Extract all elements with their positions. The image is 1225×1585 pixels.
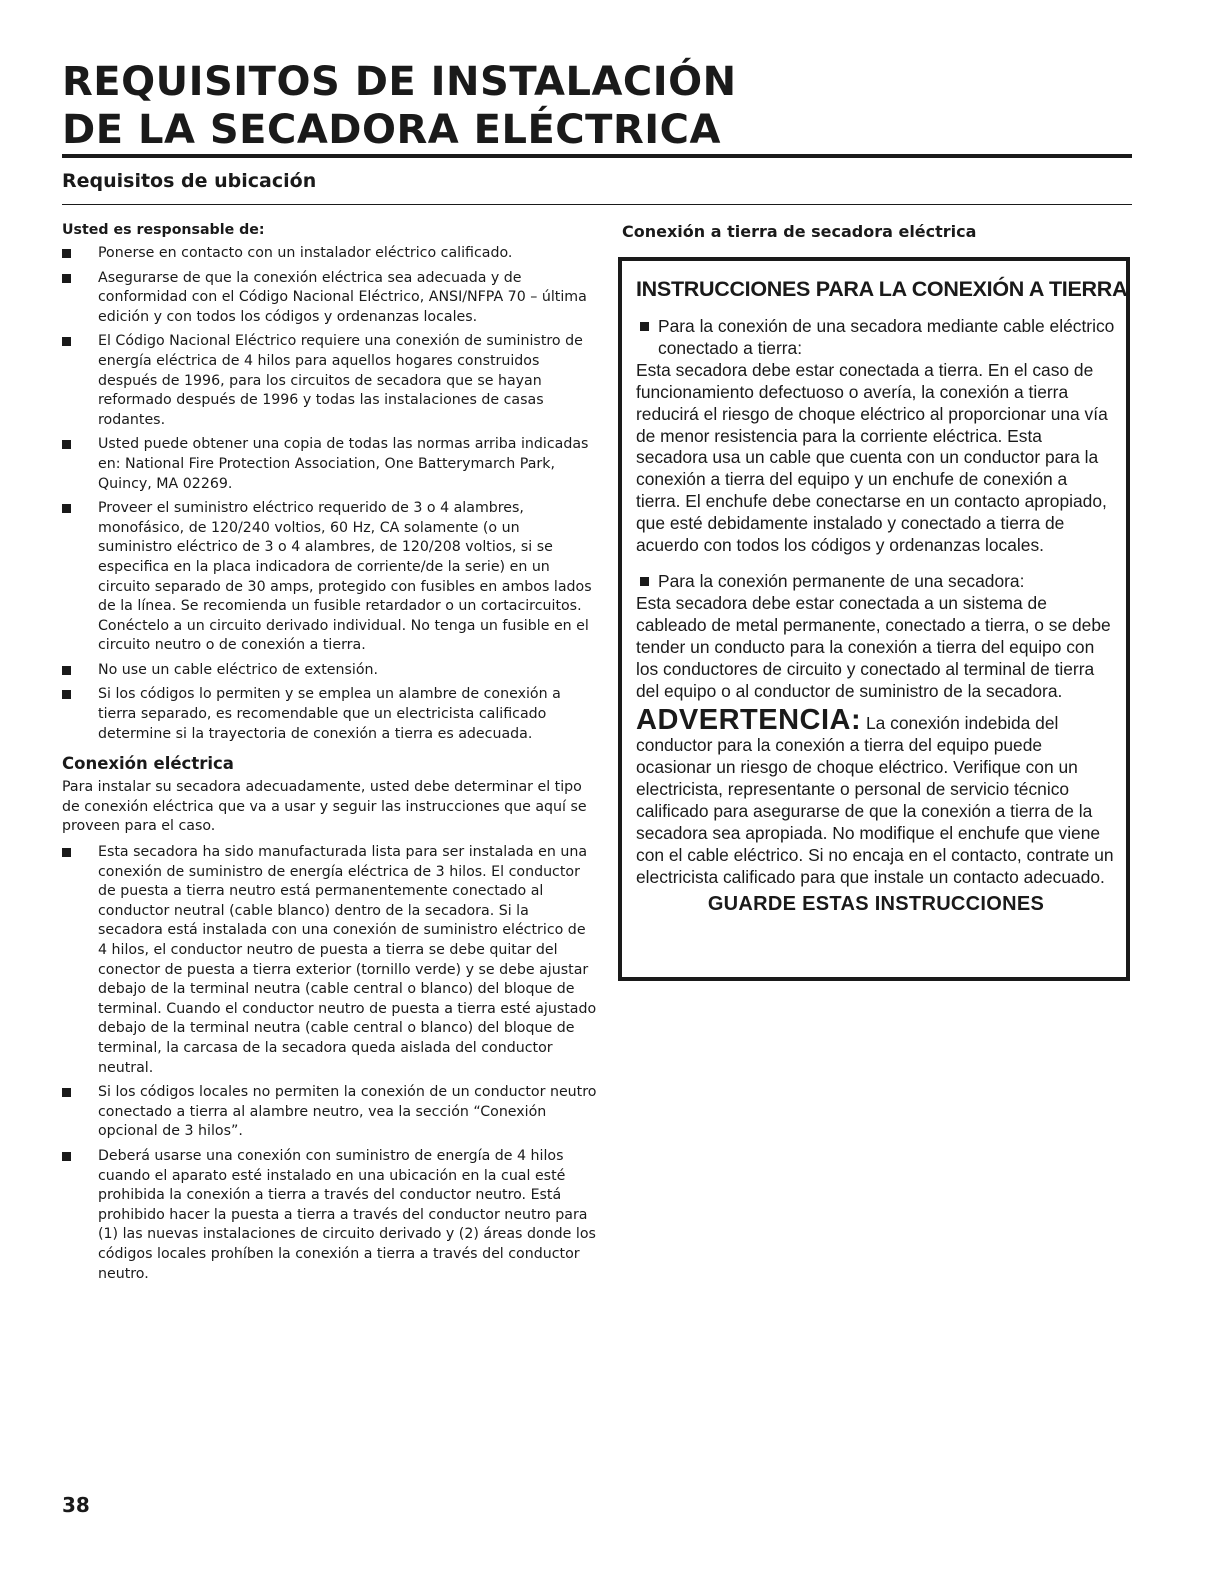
list-item-text: Deberá usarse una conexión con suministro de energía de 4 hilos cuando el aparato esté instalado en una ubicación en la cual esté prohibida la conexión a tierra a través del conductor neutro. Está prohibido hacer la puesta a tierra a través del conductor neutro para (1) las nuevas instalaciones de circuito derivado y (2) áreas donde los códigos locales prohíben la conexión a tierra a través del conductor neutro. [98,1147,596,1282]
page-number: 38 [62,1493,90,1517]
electrical-connection-heading: Conexión eléctrica [62,754,234,774]
bullet-square-icon [62,337,71,346]
bullet-square-icon [62,848,71,857]
warning-paragraph [636,704,1116,888]
list-item-text: Si los códigos lo permiten y se emplea un alambre de conexión a tierra separado, es recomendable que un electricista calificado determine si la trayectoria de conexión a tierra es adecuada. [98,686,561,742]
list-item-text: Asegurarse de que la conexión eléctrica sea adecuada y de conformidad con el Código Nacional Eléctrico, ANSI/NFPA 70 – última edición y con todos los códigos y ordenanzas locales. [98,269,587,325]
list-item-text: Esta secadora ha sido manufacturada lista para ser instalada en una conexión de suministro de energía eléctrica de 3 hilos. El conductor de puesta a tierra neutro está permanentemente conectado al conductor neutral (cable blanco) dentro de la secadora. Si la secadora está instalada con una conexión de suministro eléctrico de 4 hilos, el conductor neutro de puesta a tierra se debe quitar del conector de puesta a tierra exterior (tornillo verde) y se debe ajustar debajo de la terminal neutra (cable central o blanco) del bloque de terminal. Cuando el conductor neutro de puesta a tierra esté ajustado debajo de la terminal neutra (cable central o blanco) del bloque de terminal, la carcasa de la secadora queda aislada del conductor neutral. [98,844,597,1076]
responsibilities-lead: Usted es responsable de: [62,222,265,238]
left-column [62,222,597,1289]
bullet-square-icon [640,322,649,331]
section-subtitle: Requisitos de ubicación [62,170,317,192]
spacer [636,557,1116,571]
grounding-item-2-head-text: Para la conexión permanente de una secadora: [658,570,1025,591]
page-title-line-2: DE LA SECADORA ELÉCTRICA [62,107,721,153]
list-item [62,1083,597,1142]
list-item-text: Ponerse en contacto con un instalador eléctrico calificado. [98,245,513,261]
bullet-square-icon [62,1152,71,1161]
warning-text: La conexión indebida del conductor para la conexión a tierra del equipo puede ocasionar un riesgo de choque eléctrico. Verifique con un electricista, representante o personal de servicio técnico calificado para asegurarse de que la conexión a tierra de la secadora sea apropiada. No modifique el enchufe que viene con el cable eléctrico. Si no encaja en el contacto, contrate un electricista calificado para que instale un contacto adecuado. [636,713,1114,887]
bullet-square-icon [640,577,649,586]
grounding-item-1-body: Esta secadora debe estar conectada a tierra. En el caso de funcionamiento defectuoso o avería, la conexión a tierra reducirá el riesgo de choque eléctrico al proporcionar una vía de menor resistencia para la corriente eléctrica. Esta secadora usa un cable que cuenta con un conductor para la conexión a tierra del equipo y un enchufe de conexión a tierra. El enchufe debe conectarse en un contacto apropiado, que esté debidamente instalado y conectado a tierra de acuerdo con todos los códigos y ordenanzas locales. [636,359,1108,556]
list-item [62,1147,597,1284]
grounding-instructions-box [618,257,1130,981]
list-item [62,685,597,744]
list-item-text: Si los códigos locales no permiten la conexión de un conductor neutro conectado a tierra al alambre neutro, vea la sección “Conexión opcional de 3 hilos”. [98,1084,597,1140]
bullet-square-icon [62,1088,71,1097]
bullet-square-icon [62,504,71,513]
list-item [62,244,597,264]
grounding-box-title: INSTRUCCIONES PARA LA CONEXIÓN A TIERRA [636,277,1128,301]
page-title-line-1: REQUISITOS DE INSTALACIÓN [62,59,737,105]
title-divider [62,154,1132,158]
bullet-square-icon [62,274,71,283]
electrical-connection-list [62,843,597,1284]
grounding-item-1-head-text: Para la conexión de una secadora mediante cable eléctrico conectado a tierra: [658,316,1115,358]
list-item [62,332,597,430]
bullet-square-icon [62,666,71,675]
list-item-text: Proveer el suministro eléctrico requerido de 3 o 4 alambres, monofásico, de 120/240 voltios, 60 Hz, CA solamente (o un suministro eléctrico de 3 o 4 alambres, de 120/208 voltios, si se especifica en la placa indicadora de corriente/de la serie) en un circuito separado de 30 amps, protegido con fusibles en ambos lados de la línea. Se recomienda un fusible retardador o un cortacircuitos. Conéctelo a un circuito derivado individual. No tenga un fusible en el circuito neutro o de conexión a tierra. [98,500,592,654]
save-instructions-label: GUARDE ESTAS INSTRUCCIONES [707,892,1045,915]
grounding-item-1-head [636,316,1116,360]
bullet-square-icon [62,440,71,449]
warning-label: ADVERTENCIA: [636,704,862,737]
bullet-square-icon [62,249,71,258]
list-item [62,435,597,494]
grounding-item-2-body: Esta secadora debe estar conectada a un sistema de cableado de metal permanente, conectado a tierra, o se debe tender un conducto para la conexión a tierra del equipo con los conductores de circuito y conectado al terminal de tierra del equipo o al conductor de suministro de la secadora. [636,592,1111,701]
grounding-heading: Conexión a tierra de secadora eléctrica [622,222,977,241]
list-item [62,661,597,681]
list-item [62,499,597,656]
list-item [62,269,597,328]
list-item-text: No use un cable eléctrico de extensión. [98,661,379,678]
list-item [62,843,597,1078]
electrical-connection-intro: Para instalar su secadora adecuadamente, usted debe determinar el tipo de conexión eléctrica que va a usar y seguir las instrucciones que aquí se proveen para el caso. [62,779,587,835]
page-title [62,58,1132,154]
responsibilities-list [62,244,597,744]
list-item-text: El Código Nacional Eléctrico requiere una conexión de suministro de energía eléctrica de 4 hilos para aquellos hogares construidos después de 1996, para los circuitos de secadora que se hayan reformado después de 1996 y todas las instalaciones de casas rodantes. [98,333,583,428]
grounding-item-2-head [636,571,1116,593]
list-item-text: Usted puede obtener una copia de todas las normas arriba indicadas en: National Fire Protection Association, One Batterymarch Park, Quincy, MA 02269. [98,436,589,492]
bullet-square-icon [62,690,71,699]
subtitle-divider [62,204,1132,205]
